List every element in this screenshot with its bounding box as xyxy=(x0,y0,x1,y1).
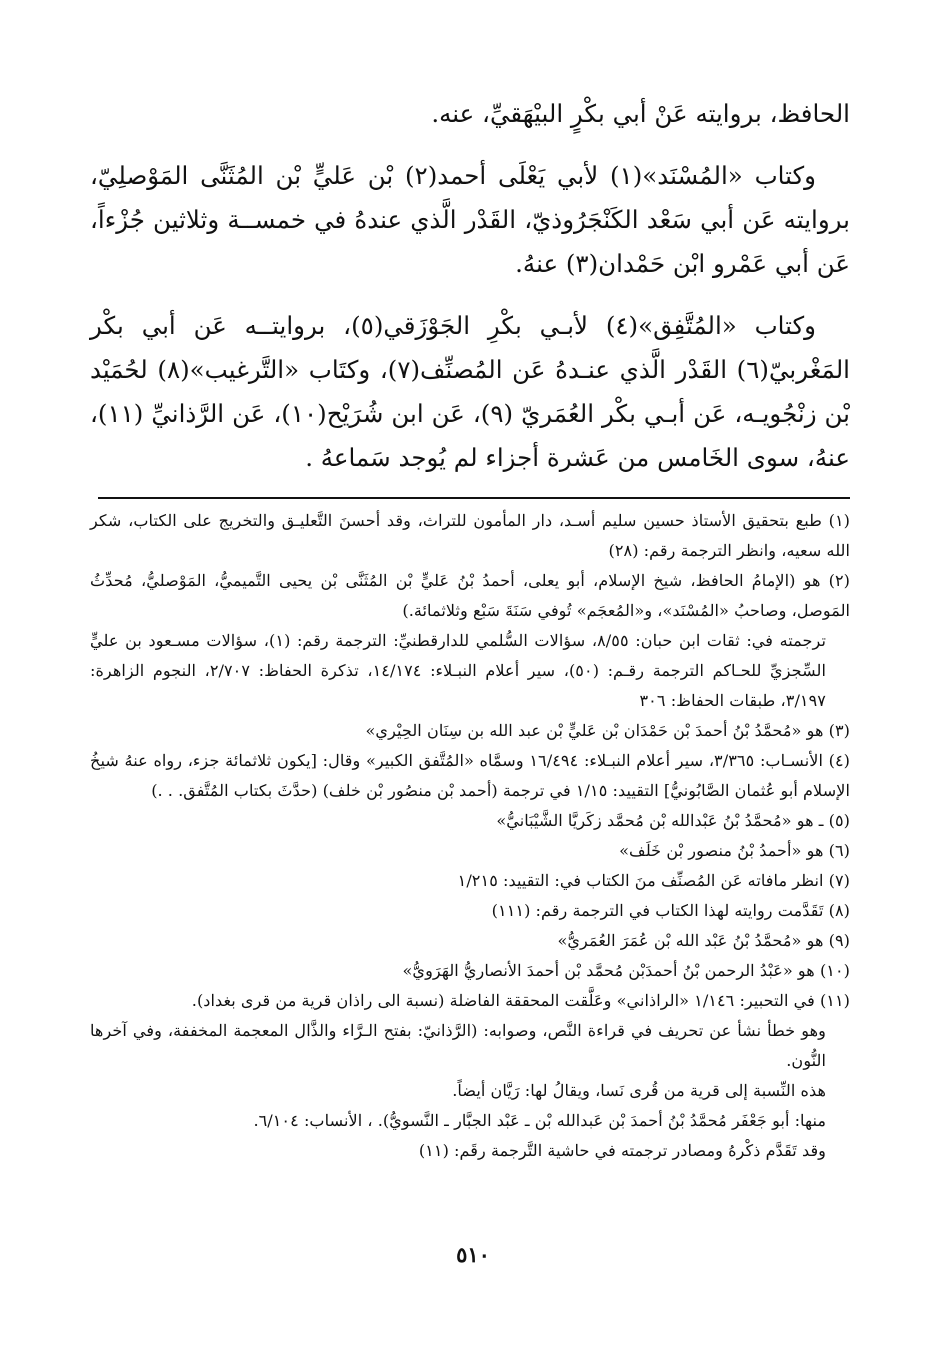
footnote-line: (٢) هو (الإمامُ الحافظ، شيخ الإسلام، أبو يعلى، أحمدُ بْنُ عَليٍّ بْن المُثَنَّى بْن يحيى التَّميميُّ، المَوْصليُّ، مُحدِّثُ المَوصل، وصاحبُ «المُسْنَد»، و«المُعجَم» تُوفي سَنَةَ سَبْع وثلاثمائة.) xyxy=(90,571,850,620)
main-paragraph-2: وكتاب «المُسْنَد»(١) لأبي يَعْلَى أحمد(٢) بْن عَليٍّ بْن المُثَنَّى المَوْصلِيّ، بروايته عَن أبي سَعْد الكَنْجَرُوذيّ، القَدْر الَّذي عندهُ في خمســة وثلاثين جُزْءاً، عَن أبي عَمْرو ابْن حَمْدان(٣) عنهُ. xyxy=(90,161,850,278)
footnote-1 xyxy=(90,506,850,566)
footnote-line: (١١) في التحبير: ١/١٤٦ «الراذاني» وعَلَّقت المحققة الفاضلة (نسبة الى راذان قرية من قرى بغداد). xyxy=(191,991,850,1010)
footnote-2 xyxy=(90,566,850,716)
footnote-line: (٩) هو «مُحمَّدُ بْنُ عَبْد الله بْن عُمَرَ العُمَريُّ» xyxy=(557,931,850,950)
footnote-3 xyxy=(90,716,850,746)
footnote-6 xyxy=(90,836,850,866)
footnote-line: وهو خطأ نشأ عن تحريف في قراءة النَّص، وصوابه: (الرَّذانيّ: بفتح الـرَّاء والذَّال المعجمة المخففة، وفي آخرها النُّون. xyxy=(90,1021,826,1070)
footnote-line: (٣) هو «مُحمَّدُ بْنُ أحمدَ بْن حَمْدَان بْن عَليٍّ بْن عبد الله بن سِنَان الحِيْري» xyxy=(365,721,850,740)
footnote-line: وقد تَقَدَّم ذكْرهُ ومصادر ترجمته في حاشية التَّرجمة رقَم: (١١) xyxy=(418,1141,826,1160)
page-number: ٥١٠ xyxy=(456,1242,490,1267)
main-paragraph-1: الحافظ، بروايته عَنْ أبي بكْرٍ البيْهَقيِّ، عنه. xyxy=(431,99,850,128)
main-paragraph-3: وكتاب «المُتَّفِق»(٤) لأبـي بكْرِ الجَوْزَقي(٥)، بروايتــه عَن أبي بكْر المَغْربيّ(٦) القَدْر الَّذي عنـدهُ عَن المُصنِّف(٧)، وكتَاب «التَّرغيب»(٨) لحُمَيْد بْن زنْجُويـه، عَن أبـي بكْر العُمَريّ (٩)، عَن ابن شُرَيْح(١٠)، عَن الرَّذانيِّ (١١)، عنهُ، سوى الخَامس من عَشرة أجزاء لم يُوجد سَماعهُ . xyxy=(90,311,850,472)
footnotes xyxy=(90,506,850,1166)
footnote-11 xyxy=(90,986,850,1166)
footnote-line: (١٠) هو «عَبْدُ الرحمن بْنُ أحمدَبْن مُحمَّد بْن أحمدَ الأنصاريُّ الهَرَويُّ» xyxy=(402,961,850,980)
footnote-line: (٦) هو «أحمدُ بْنُ منصور بْن خَلَف» xyxy=(619,841,850,860)
main-text xyxy=(90,92,850,498)
footnote-10 xyxy=(90,956,850,986)
footnote-line: هذه النِّسبة إلى قرية من قُرى نَسا، ويقالُ لها: رَيَّان أيضاً. xyxy=(452,1081,826,1100)
footnote-4 xyxy=(90,746,850,806)
footnote-9 xyxy=(90,926,850,956)
footnote-line: منها: أبو جَعْفَر مُحمَّدُ بْنُ أحمدَ بْن عَبدالله بْن ـ عَبْد الجبَّار ـ النَّسويُّ). ، الأنساب: ٦/١٠٤. xyxy=(253,1111,826,1130)
footnote-8 xyxy=(90,896,850,926)
footnote-line: (٥) ـ هو «مُحمَّدُ بْنُ عَبْدالله بْن مُحمَّد زكَريَّا الشَّيْبَانيُّ» xyxy=(496,811,850,830)
footnote-5 xyxy=(90,806,850,836)
footnote-line: (٨) تَقَدَّمت روايته لهذا الكتاب في الترجمة رقم: (١١١) xyxy=(491,901,850,920)
footnote-line: (٤) الأنسـاب: ٣/٣٦٥، سير أعلام النبـلاء: ١٦/٤٩٤ وسمَّاه «المُتَّفق الكبير» وقال: [يكون ثلاثمائة جزء، رواه عنهُ شيخُ الإسلام أبو عُثمان الصَّابُونيُّ] التقييد: ١/١٥ في ترجمة (أحمد بْن منصُور بْن خلف) (حدَّثَ بكتاب المُتَّفق. . .) xyxy=(90,751,850,800)
footnote-separator xyxy=(98,497,850,499)
footnote-line: (٧) انظر مافاته عَن المُصنِّف منَ الكتاب في: التقييد: ١/٢١٥ xyxy=(457,871,850,890)
footnote-7 xyxy=(90,866,850,896)
footnote-line: (١) طبع بتحقيق الأستاذ حسين سليم أسـد، دار المأمون للتراث، وقد أحسنَ التَّعليـق والتخريج على الكتاب، شكر الله سعيه، وانظر الترجمة رقم: (٢٨) xyxy=(90,511,850,560)
footnote-line: ترجمته في: ثقات ابن حبان: ٨/٥٥، سؤالات السُّلمي للدارقطنيِّ: الترجمة رقم: (١)، سؤالات مسـعود بن عليٍّ السِّجزيِّ للحـاكم الترجمة رقـم: (٥٠)، سير أعلام النبـلاء: ١٤/١٧٤، تذكرة الحفاظ: ٢/٧٠٧، النجوم الزاهرة: ٣/١٩٧، طبقات الحفاظ: ٣٠٦ xyxy=(90,631,826,710)
